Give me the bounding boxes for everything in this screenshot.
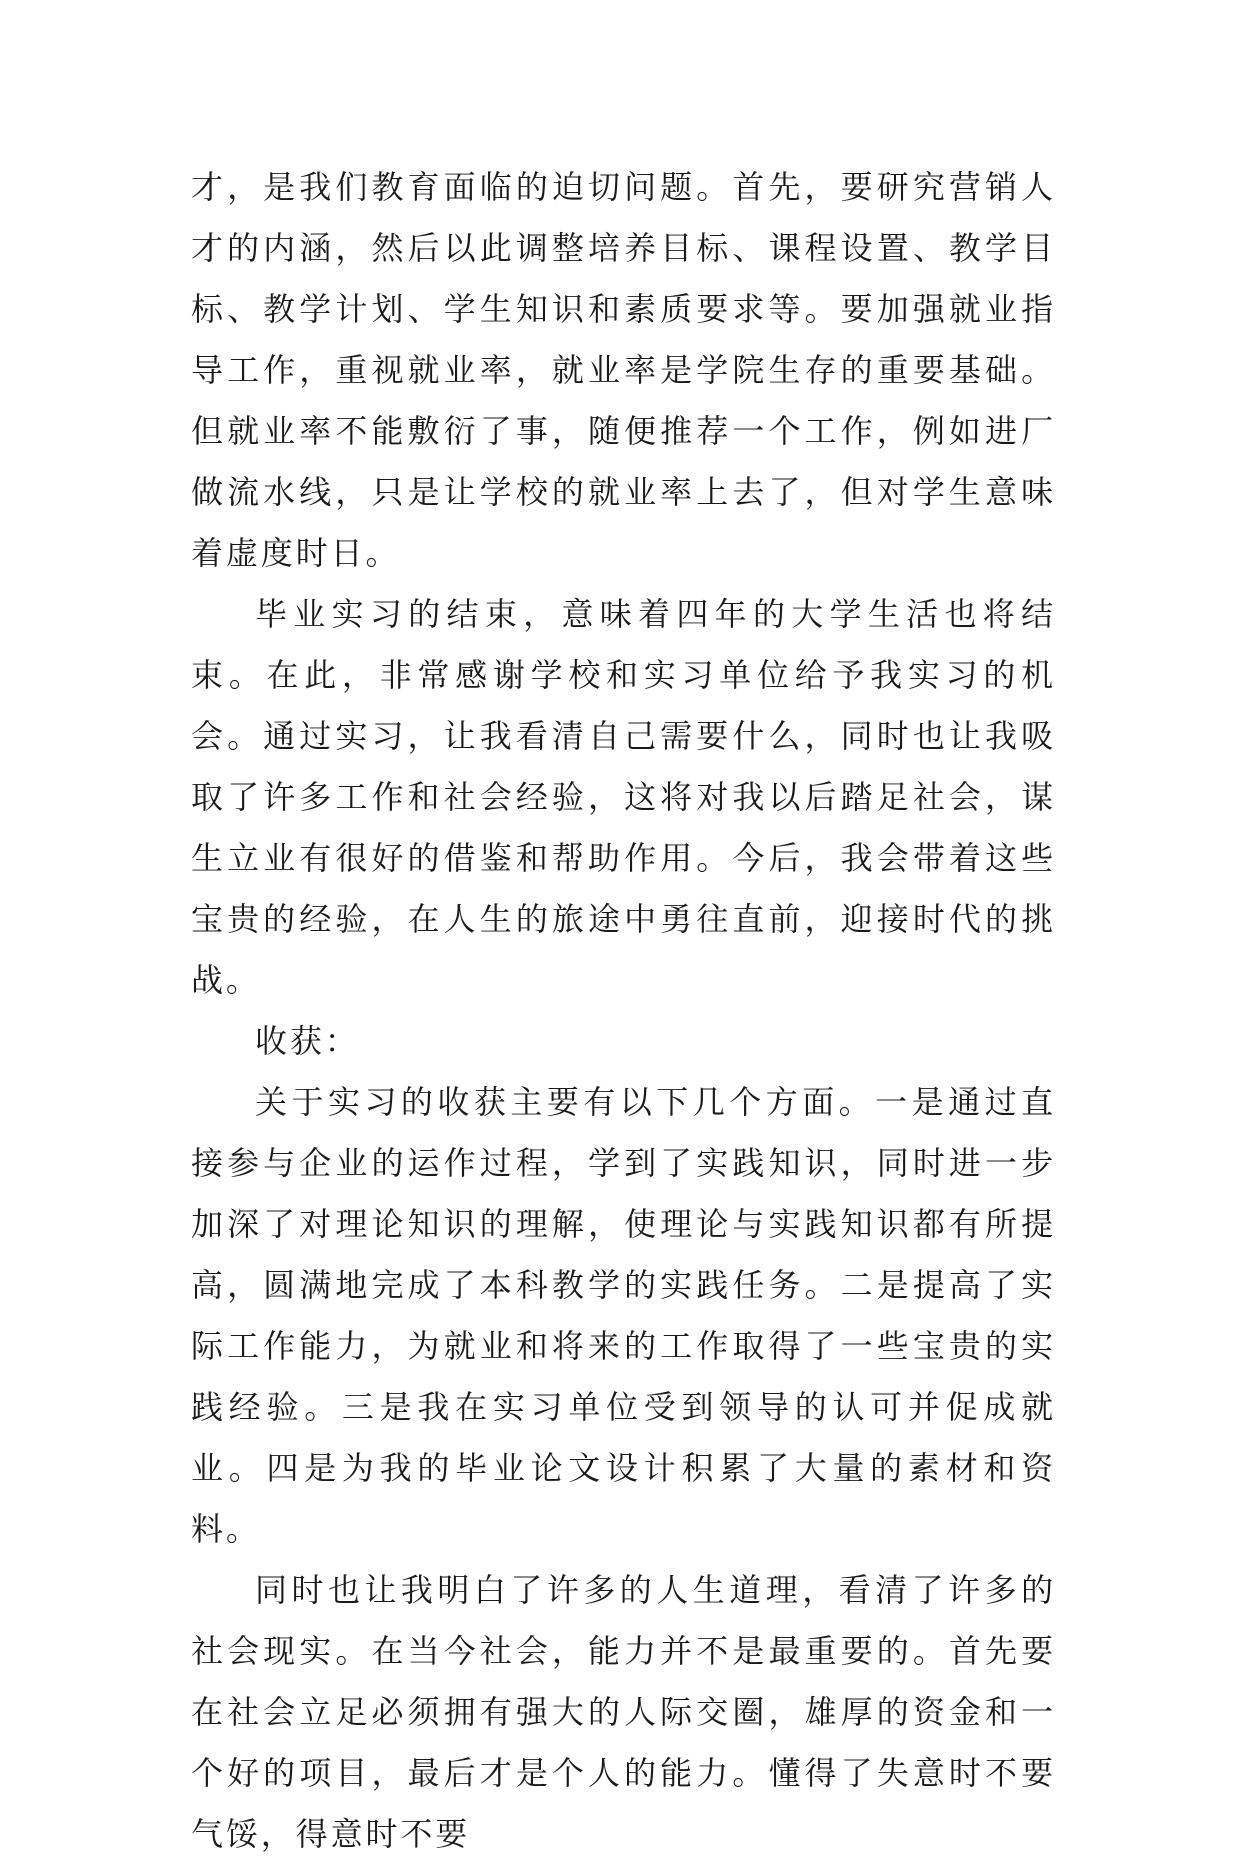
document-body xyxy=(191,157,1056,1865)
paragraph-1: 才，是我们教育面临的迫切问题。首先，要研究营销人才的内涵，然后以此调整培养目标、课程设置、教学目标、教学计划、学生知识和素质要求等。要加强就业指导工作，重视就业率，就业率是学院生存的重要基础。但就业率不能敷衍了事，随便推荐一个工作，例如进厂做流水线，只是让学校的就业率上去了，但对学生意味着虚度时日。 xyxy=(191,168,1056,572)
paragraph-3: 关于实习的收获主要有以下几个方面。一是通过直接参与企业的运作过程，学到了实践知识，同时进一步加深了对理论知识的理解，使理论与实践知识都有所提高，圆满地完成了本科教学的实践任务。二是提高了实际工作能力，为就业和将来的工作取得了一些宝贵的实践经验。三是我在实习单位受到领导的认可并促成就业。四是为我的毕业论文设计积累了大量的素材和资料。 xyxy=(191,1083,1056,1548)
paragraph-4: 同时也让我明白了许多的人生道理，看清了许多的社会现实。在当今社会，能力并不是最重要的。首先要在社会立足必须拥有强大的人际交圈，雄厚的资金和一个好的项目，最后才是个人的能力。懂得了失意时不要气馁，得意时不要 xyxy=(191,1571,1056,1853)
section-heading-harvest: 收获： xyxy=(255,1022,360,1060)
paragraph-2: 毕业实习的结束，意味着四年的大学生活也将结束。在此，非常感谢学校和实习单位给予我实习的机会。通过实习，让我看清自己需要什么，同时也让我吸取了许多工作和社会经验，这将对我以后踏足社会，谋生立业有很好的借鉴和帮助作用。今后，我会带着这些宝贵的经验，在人生的旅途中勇往直前，迎接时代的挑战。 xyxy=(191,595,1056,999)
